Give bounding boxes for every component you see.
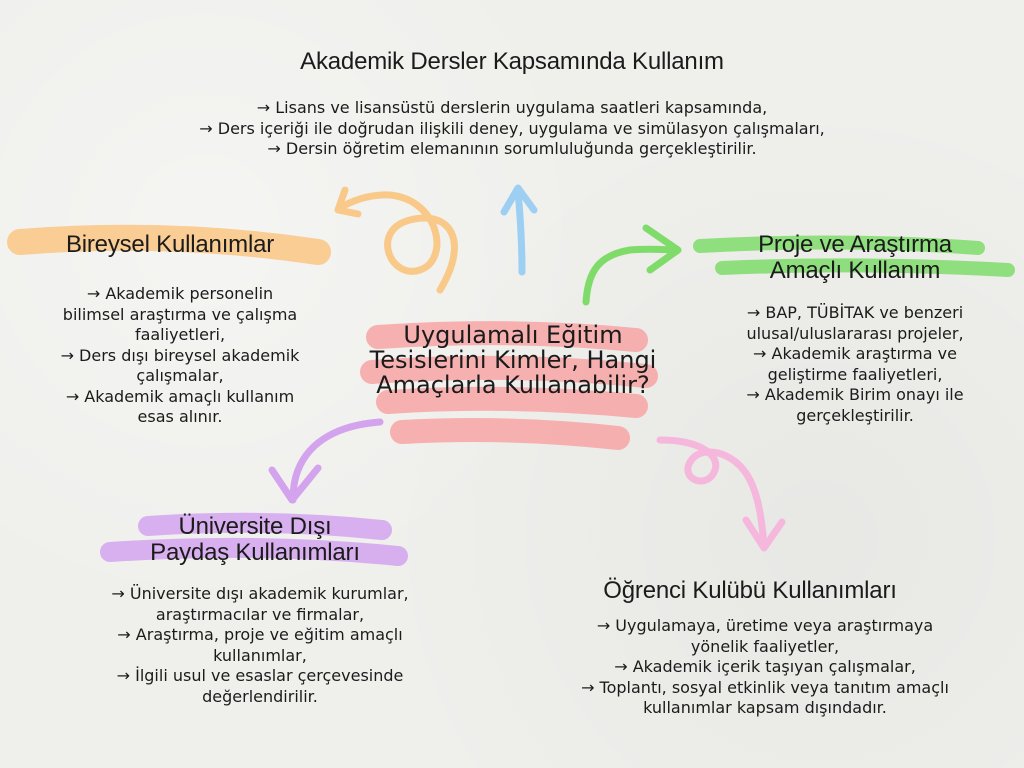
text-line: bilimsel araştırma ve çalışma (62, 304, 298, 324)
text-line: → Ders içeriği ile doğrudan ilişkili deney, uygulama ve simülasyon çalışmaları, (199, 118, 825, 138)
text-line: → Toplantı, sosyal etkinlik veya tanıtım amaçlı (581, 677, 949, 697)
club-title: Öğrenci Kulübü Kullanımları (603, 577, 897, 604)
project-title (700, 232, 1010, 284)
highlight-center-3 (388, 399, 636, 406)
text-line: → Akademik amaçlı kullanım (65, 386, 295, 406)
project-body (700, 303, 1010, 426)
title-line: Proje ve Araştırma (758, 231, 952, 258)
text-line: gerçekleştirilir. (796, 405, 914, 425)
text-line: → Akademik personelin (86, 284, 274, 303)
arrow-pink (660, 440, 782, 548)
club-body (510, 616, 1020, 719)
arrow-purple (272, 422, 380, 500)
text-line: → Araştırma, proje ve eğitim amaçlı (117, 625, 403, 644)
text-line: geliştirme faaliyetleri, (767, 364, 943, 384)
text-line: faaliyetleri, (134, 325, 226, 344)
external-body (40, 584, 480, 707)
text-line: kullanımlar, (213, 645, 307, 665)
academic-body (100, 98, 924, 160)
text-line: → Üniversite dışı akademik kurumlar, (111, 584, 409, 603)
text-line: → BAP, TÜBİTAK ve benzeri (746, 303, 964, 322)
arrow-up-blue (504, 188, 534, 272)
text-line: → Akademik Birim onayı ile (746, 385, 964, 404)
title-line: Amaçlı Kullanım (769, 257, 941, 284)
center-title: Uygulamalı Eğitim Tesislerini Kimler, Hangi Amaçlarla Kullanabilir? (369, 321, 657, 399)
text-line: kullanımlar kapsam dışındadır. (643, 698, 887, 717)
text-line: → Ders dışı bireysel akademik (60, 345, 300, 365)
text-line: araştırmacılar ve firmalar, (155, 604, 365, 624)
individual-body (10, 284, 350, 428)
text-line: → Akademik araştırma ve (753, 344, 957, 363)
text-line: → Lisans ve lisansüstü derslerin uygulama saatleri kapsamında, (256, 98, 768, 117)
external-title (100, 514, 410, 566)
text-line: → Akademik içerik taşıyan çalışmalar, (614, 657, 916, 676)
title-line: Üniversite Dışı (178, 513, 332, 540)
text-line: → Dersin öğretim elemanının sorumluluğunda gerçekleştirilir. (267, 139, 757, 158)
text-line: → İlgili usul ve esaslar çerçevesinde (116, 666, 404, 685)
highlight-center-4 (402, 430, 618, 438)
text-line: değerlendirilir. (202, 686, 318, 706)
arrow-curl-orange (338, 190, 454, 290)
academic-title: Akademik Dersler Kapsamında Kullanım (300, 48, 724, 75)
text-line: yönelik faaliyetler, (690, 636, 840, 656)
text-line: çalışmalar, (136, 366, 224, 385)
text-line: esas alınır. (137, 407, 223, 426)
text-line: ulusal/uluslararası projeler, (746, 323, 964, 343)
text-line: → Uygulamaya, üretime veya araştırmaya (596, 616, 934, 635)
title-line: Paydaş Kullanımları (150, 539, 360, 566)
individual-title: Bireysel Kullanımlar (65, 231, 275, 258)
arrow-green (586, 228, 678, 302)
